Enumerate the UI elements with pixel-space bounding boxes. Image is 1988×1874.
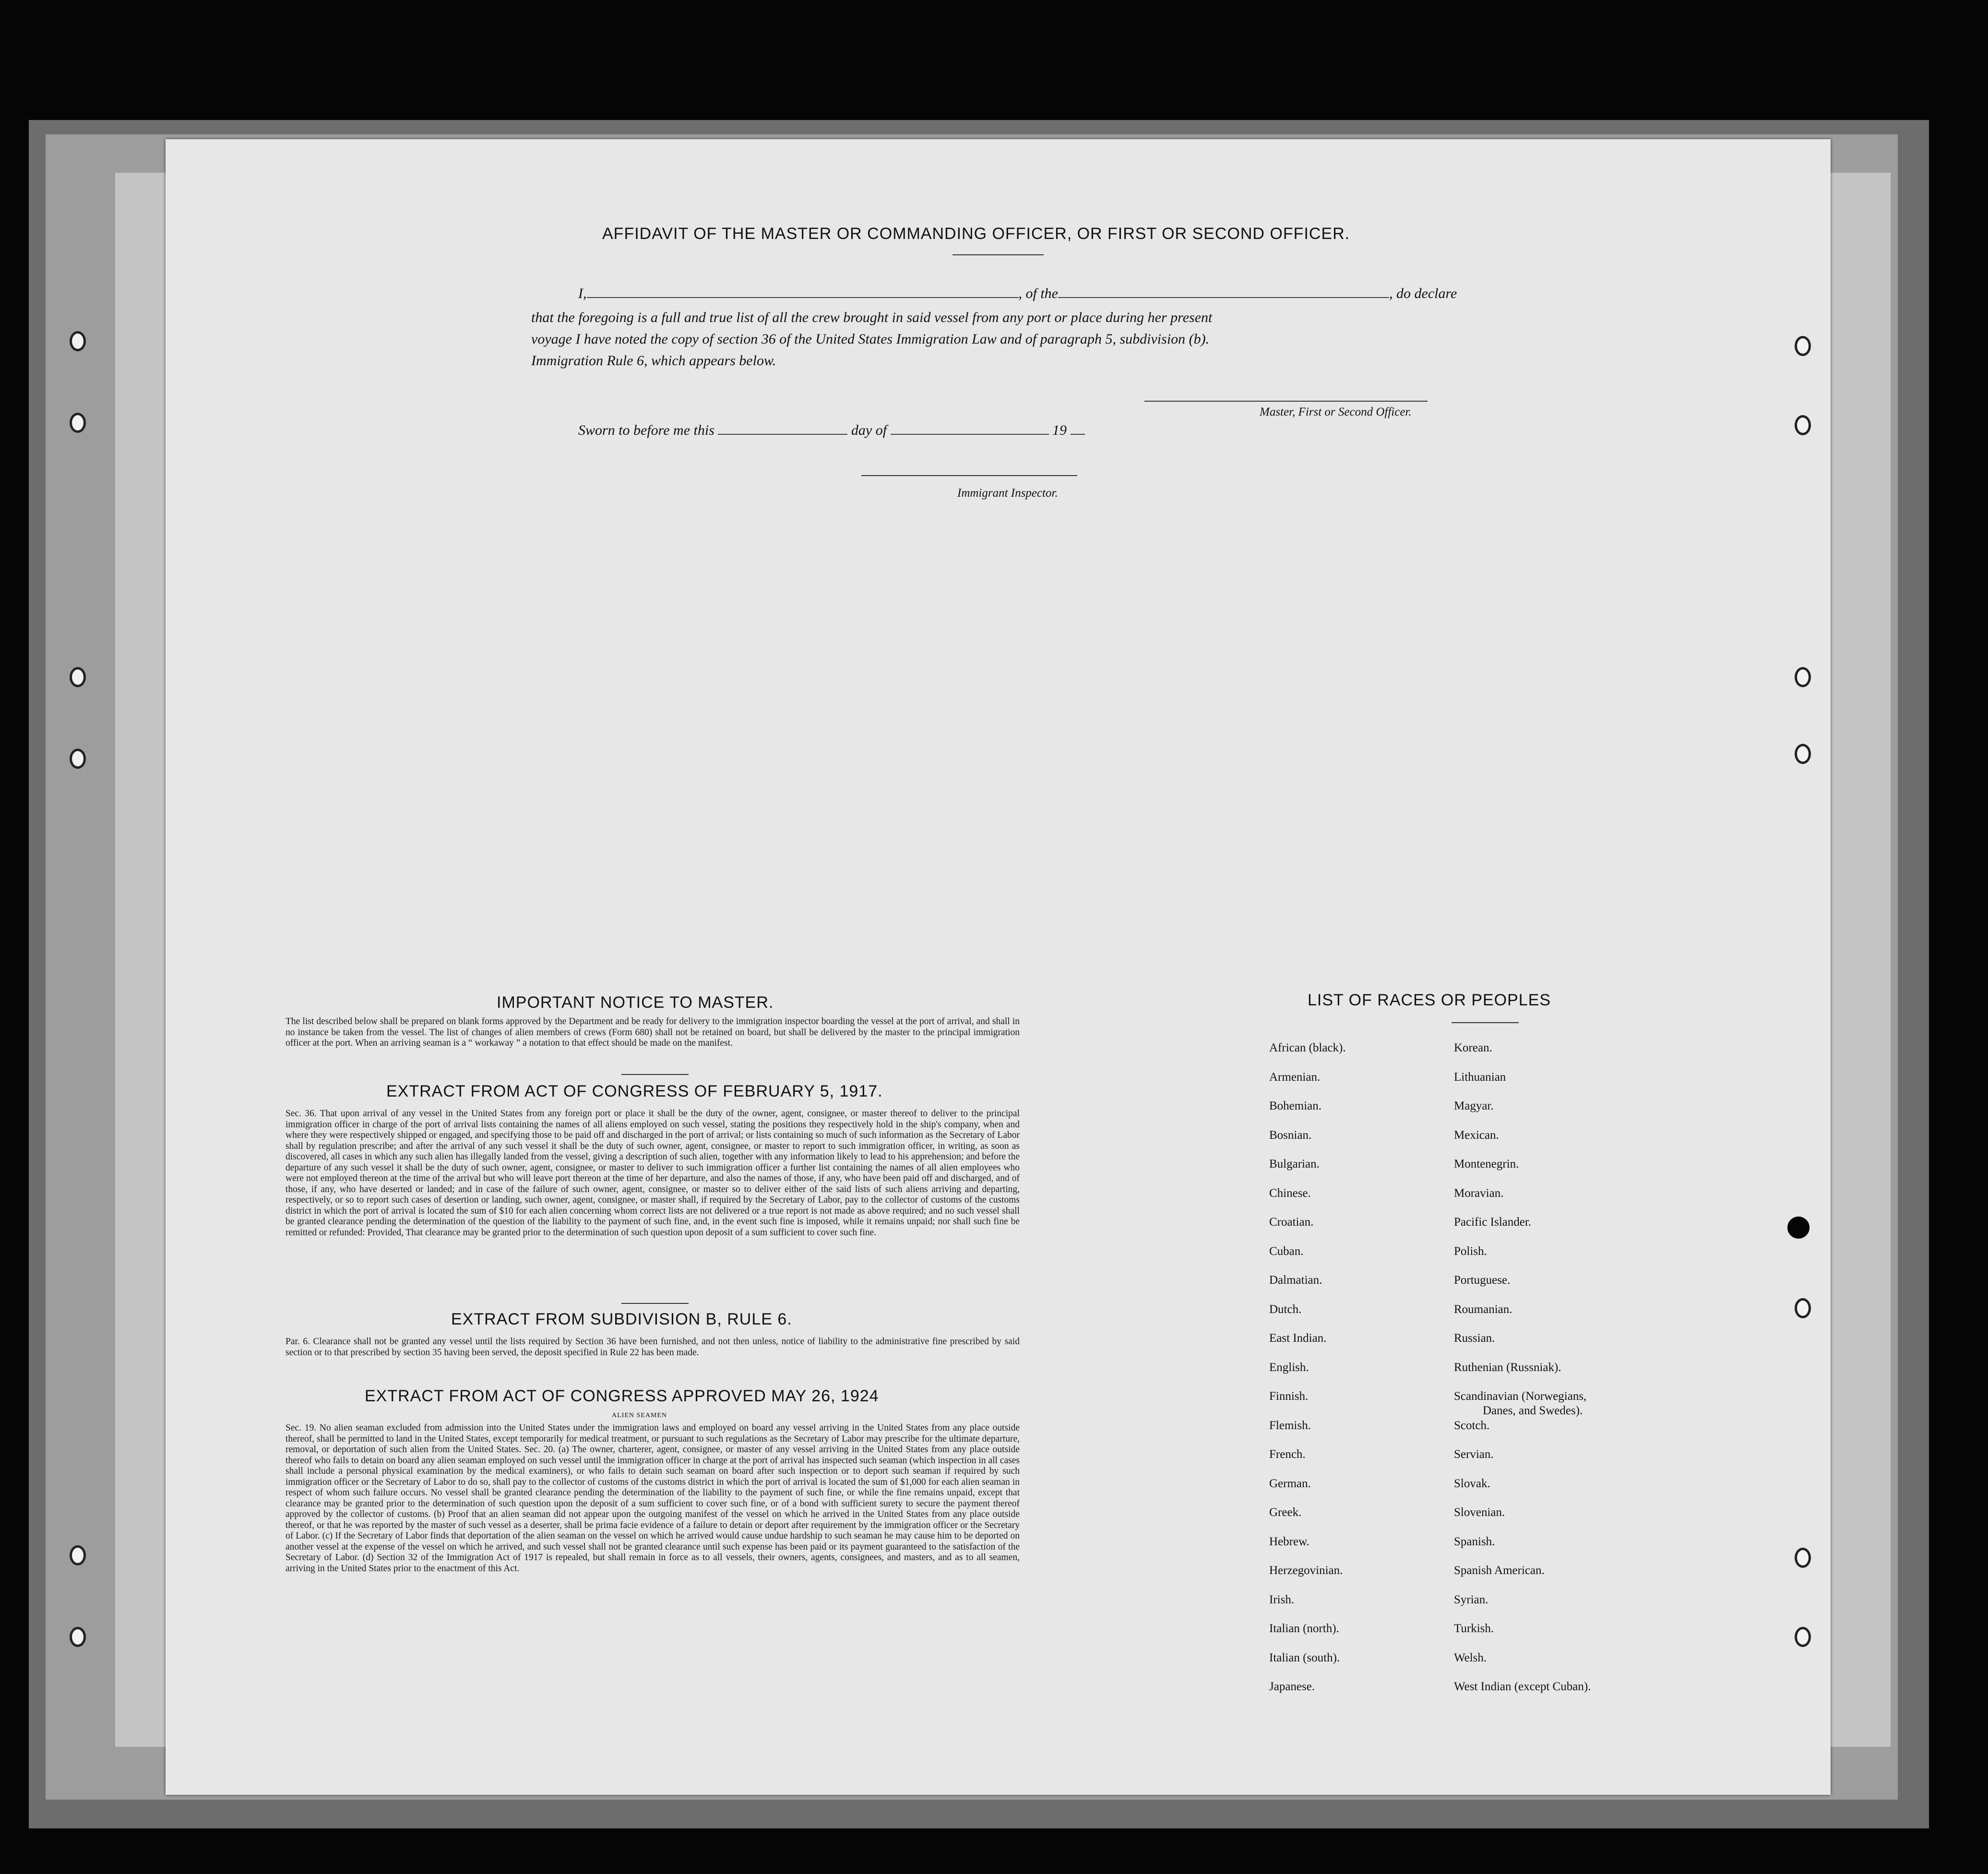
race-item: Italian (north). <box>1269 1622 1339 1635</box>
race-item: Roumanian. <box>1454 1302 1512 1316</box>
punch-hole <box>1795 1298 1811 1318</box>
race-item: Dutch. <box>1269 1302 1302 1316</box>
form-sheet <box>166 139 1831 1795</box>
race-item: Scotch. <box>1454 1419 1490 1432</box>
punch-hole <box>70 1545 86 1565</box>
race-item: Montenegrin. <box>1454 1158 1519 1170</box>
extract-1924-body: Sec. 19. No alien seaman excluded from admission into the United States under the immigration laws and employed on board any vessel arriving in the United States from any place outside thereof, shall be permitted to land in the United States, except temporarily for medical treatment, or pursuant to such regulations as the Secretary of Labor may prescribe for the ultimate departure, removal, or deportation of such alien from the United States. Sec. 20. (a) The owner, charterer, agent, consignee, or master of any vessel arriving in the United States from any place outside thereof who fails to detain on board any alien seaman employed on such vessel until the immigration officer in charge at the port of arrival has inspected such seaman (which inspection in all cases shall include a personal physical examination by the medical examiners), or who fails to detain such seaman on board after such inspection or to deport such seaman if required by such immigration officer or the Secretary of Labor to do so, shall pay to the collector of customs of the customs district in which the port of arrival is located the sum of $1,000 for each alien seaman in respect of whom such failure occurs. No vessel shall be granted clearance pending the determination of the liability to the payment of such fine, or while the fine remains unpaid, except that clearance may be granted prior to the determination of such question upon the deposit of a sum sufficient to cover such fine, or of a bond with sufficient surety to secure the payment thereof approved by the collector of customs. (b) Proof that an alien seaman did not appear upon the outgoing manifest of the vessel on which he arrived in the United States from any place outside thereof, or that he was reported by the master of such vessel as a deserter, shall be prima facie evidence of a failure to detain or deport after requirement by the immigration officer or the Secretary of Labor. (c) If the Secretary of Labor finds that deportation of the alien seaman on the vessel on which he arrived would cause undue hardship to such seaman he may cause him to be deported on another vessel at the expense of the vessel on which he arrived, and such vessel shall not be granted clearance until such expense has been paid or its payment guaranteed to the satisfaction of the Secretary of Labor. (d) Section 32 of the Immigration Act of 1917 is repealed, but shall remain in force as to all vessels, their owners, agents, consignees, and masters, and as to all seamen, arriving in the United States prior to the enactment of this Act. <box>286 1423 1020 1574</box>
race-item: Bulgarian. <box>1269 1158 1320 1170</box>
race-item: Ruthenian (Russniak). <box>1454 1361 1561 1374</box>
affidavit-line-2: that the foregoing is a full and true list of all the crew brought in said vessel from any port or place during her present <box>531 310 1213 325</box>
race-item: Korean. <box>1454 1041 1492 1054</box>
divider <box>952 254 1044 255</box>
race-item: Irish. <box>1269 1593 1295 1606</box>
sworn-text: Sworn to before me this <box>578 422 714 438</box>
affidavit-line-4: Immigration Rule 6, which appears below. <box>531 353 776 369</box>
race-item: Bohemian. <box>1269 1099 1322 1112</box>
race-item: Greek. <box>1269 1506 1302 1519</box>
notice-title: IMPORTANT NOTICE TO MASTER. <box>497 993 774 1012</box>
affidavit-line-1 <box>578 286 1457 302</box>
affidavit-of-the: , of the <box>1018 286 1058 301</box>
race-item: Russian. <box>1454 1332 1495 1345</box>
race-item: Cuban. <box>1269 1244 1304 1258</box>
punch-hole <box>1787 1217 1809 1239</box>
race-item: Portuguese. <box>1454 1274 1511 1287</box>
extract-1924-title: EXTRACT FROM ACT OF CONGRESS APPROVED MAY 26, 1924 <box>365 1387 879 1405</box>
race-item: Herzegovinian. <box>1269 1564 1343 1577</box>
race-item: Croatian. <box>1269 1216 1314 1229</box>
race-item: Syrian. <box>1454 1593 1488 1606</box>
vessel-name-blank[interactable] <box>1058 297 1389 298</box>
race-item: English. <box>1269 1361 1309 1374</box>
races-title: LIST OF RACES OR PEOPLES <box>1308 991 1551 1009</box>
race-item: Finnish. <box>1269 1390 1309 1403</box>
race-item: Italian (south). <box>1269 1651 1340 1664</box>
race-item: Lithuanian <box>1454 1070 1506 1084</box>
officer-name-blank[interactable] <box>587 297 1019 298</box>
race-item: Welsh. <box>1454 1651 1487 1664</box>
race-item: Mexican. <box>1454 1128 1499 1142</box>
extract-rule6-body: Par. 6. Clearance shall not be granted any vessel until the lists required by Section 36 have been furnished, and not then unless, notice of liability to the administrative fine prescribed by said section or to that prescribed by section 35 having been served, the deposit specified in Rule 22 has been made. <box>286 1337 1020 1358</box>
race-item: French. <box>1269 1448 1306 1461</box>
punch-hole <box>1795 336 1811 356</box>
punch-hole <box>70 667 86 687</box>
race-item: Japanese. <box>1269 1680 1315 1693</box>
race-item: Dalmatian. <box>1269 1274 1322 1287</box>
sworn-month-blank[interactable] <box>891 434 1049 435</box>
race-item: Turkish. <box>1454 1622 1494 1635</box>
signature-label: Master, First or Second Officer. <box>1260 406 1412 418</box>
affidavit-i: I, <box>578 286 587 301</box>
race-item: Armenian. <box>1269 1070 1321 1084</box>
punch-hole <box>1795 1548 1811 1568</box>
sworn-year: 19 <box>1052 422 1067 438</box>
race-item: Pacific Islander. <box>1454 1216 1532 1229</box>
divider <box>621 1074 689 1075</box>
divider <box>621 1303 689 1304</box>
race-item: African (black). <box>1269 1041 1346 1054</box>
race-item: Polish. <box>1454 1244 1487 1258</box>
inspector-label: Immigrant Inspector. <box>957 487 1058 500</box>
punch-hole <box>70 1627 86 1647</box>
punch-hole <box>70 413 86 433</box>
extract-1924-subtitle: ALIEN SEAMEN <box>612 1412 667 1419</box>
affidavit-title: AFFIDAVIT OF THE MASTER OR COMMANDING OFFICER, OR FIRST OR SECOND OFFICER. <box>602 225 1350 243</box>
race-item: Hebrew. <box>1269 1535 1309 1548</box>
race-item: Flemish. <box>1269 1419 1311 1432</box>
race-item: Danes, and Swedes). <box>1483 1404 1583 1417</box>
race-item: Slovak. <box>1454 1477 1490 1490</box>
race-item: Spanish American. <box>1454 1564 1545 1577</box>
divider <box>1452 1022 1519 1023</box>
race-item: Slovenian. <box>1454 1506 1505 1519</box>
race-item: Servian. <box>1454 1448 1494 1461</box>
race-item: Scandinavian (Norwegians, <box>1454 1390 1587 1403</box>
extract-1917-title: EXTRACT FROM ACT OF CONGRESS OF FEBRUARY 5, 1917. <box>386 1082 883 1100</box>
race-item: Magyar. <box>1454 1099 1494 1112</box>
punch-hole <box>70 749 86 769</box>
notice-body: The list described below shall be prepared on blank forms approved by the Department and be ready for delivery to the immigration inspector boarding the vessel at the port of arrival, and shall in no instance be taken from the vessel. The list of changes of alien members of crews (Form 680) shall not be retained on board, but shall be delivered by the master to the principal immigration officer at the port. When an arriving seaman is a “ workaway ” a notation to that effect should be made on the manifest. <box>286 1016 1020 1048</box>
race-item: West Indian (except Cuban). <box>1454 1680 1591 1693</box>
punch-hole <box>70 331 86 351</box>
affidavit-do-declare: , do declare <box>1389 286 1457 301</box>
extract-rule6-title: EXTRACT FROM SUBDIVISION B, RULE 6. <box>451 1310 792 1328</box>
race-item: Chinese. <box>1269 1186 1311 1200</box>
race-item: Moravian. <box>1454 1186 1504 1200</box>
punch-hole <box>1795 667 1811 687</box>
signature-line[interactable] <box>1144 401 1428 402</box>
sworn-year-blank[interactable] <box>1071 434 1085 435</box>
extract-1917-body: Sec. 36. That upon arrival of any vessel in the United States from any foreign port or place it shall be the duty of the owner, agent, consignee, or master thereof to deliver to the principal immigration officer in charge of the port of arrival lists containing the names of all aliens employed on such vessel, stating the positions they respectively hold in the ship's company, when and where they were respectively shipped or engaged, and specifying those to be paid off and discharged in the port of arrival; or lists containing so much of such information as the Secretary of Labor shall by regulation prescribe; and after the arrival of any such vessel it shall be the duty of such owner, agent, consignee, or master to report to such immigration officer, in writing, as soon as discovered, all cases in which any such alien has illegally landed from the vessel, giving a description of such alien, together with any information likely to lead to his apprehension; and before the departure of any such vessel it shall be the duty of such owner, agent, consignee, or master to deliver to such immigration officer a further list containing the names of all alien employees who were not employed thereon at the time of the arrival but who will leave port thereon at the time of her departure, and also the names of those, if any, who have been paid off and discharged, and of those, if any, who have deserted or landed; and in case of the failure of such owner, agent, consignee, or master so to deliver either of the said lists of such aliens arriving and departing, respectively, or so to report such cases of desertion or landing, such owner, agent, consignee, or master shall, if required by the Secretary of Labor, pay to the collector of customs of the customs district in which the port of arrival is located the sum of $10 for each alien concerning whom correct lists are not delivered or a true report is not made as above required; and no such vessel shall be granted clearance pending the determination of the question of the liability to the payment of such fine, and, in the event such fine is imposed, while it remains unpaid; nor shall such fine be remitted or refunded: Provided, That clearance may be granted prior to the determination of such question upon deposit of a sum sufficient to cover such fine. <box>286 1109 1020 1238</box>
punch-hole <box>1795 415 1811 435</box>
inspector-signature-line[interactable] <box>861 475 1077 476</box>
race-item: Bosnian. <box>1269 1128 1312 1142</box>
sworn-day-of: day of <box>851 422 887 438</box>
punch-hole <box>1795 744 1811 764</box>
punch-hole <box>1795 1627 1811 1647</box>
race-item: Spanish. <box>1454 1535 1495 1548</box>
sworn-day-blank[interactable] <box>718 434 847 435</box>
race-item: East Indian. <box>1269 1332 1327 1345</box>
sworn-line <box>578 422 1085 439</box>
affidavit-line-3: voyage I have noted the copy of section 36 of the United States Immigration Law and of paragraph 5, subdivision (b). <box>531 331 1210 347</box>
race-item: German. <box>1269 1477 1311 1490</box>
